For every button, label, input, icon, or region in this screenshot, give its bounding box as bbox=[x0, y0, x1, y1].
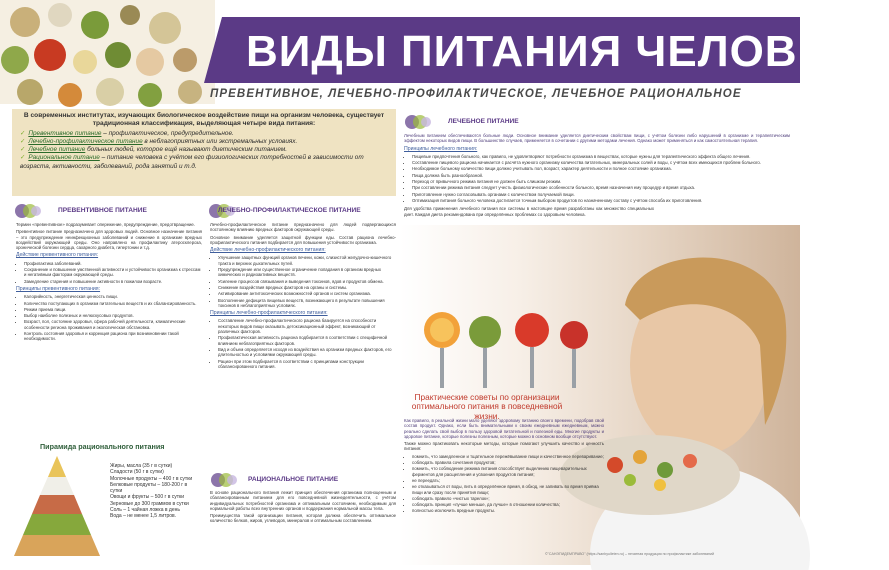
preventive-tasks-list bbox=[16, 261, 202, 284]
fruit-forks-image bbox=[420, 300, 595, 390]
list-item: • соблюдать правила сочетания продуктов; bbox=[412, 460, 604, 465]
medical-heading: ЛЕЧЕБНОЕ ПИТАНИЕ bbox=[448, 118, 519, 125]
preventive-principles-heading: Принципы превентивного питания: bbox=[16, 285, 101, 292]
list-item: • не переедать; bbox=[412, 478, 604, 483]
list-item: • Замедление старения и повышение активности в пожилом возрасте. bbox=[24, 279, 202, 284]
therapeutic-preventive-principles-list bbox=[210, 318, 396, 369]
list-item: • Пищевые предпочтения больного, как правило, не удовлетворяют потребности организма в веществах, которые нужны для терапевтического эффекта общего лечения. bbox=[412, 154, 792, 159]
therapeutic-preventive-heading: ЛЕЧЕБНО-ПРОФИЛАКТИЧЕСКОЕ ПИТАНИЕ bbox=[218, 207, 361, 214]
pyramid-item: Зерновые до 300 граммов в сутки bbox=[110, 500, 189, 507]
check-icon: ✓ bbox=[20, 130, 26, 138]
check-icon: ✓ bbox=[20, 146, 26, 154]
list-item: • Возраст, пол, состояние здоровья, сфера рабочей деятельности, климатические особенности региона проживания и экологическая обстановка. bbox=[24, 319, 202, 330]
check-icon: ✓ bbox=[20, 138, 26, 146]
list-item: • помнить, что соблюдение режима питания способствует выделению пищеварительных ферментов для расщепления и усвоения продуктов питания; bbox=[412, 466, 604, 477]
advice-tips-list bbox=[404, 454, 604, 514]
therapeutic-preventive-p1: Лечебно-профилактическое питание предназначено для людей подвергающихся постоянному влиянию вредных факторов окружающей среды. bbox=[210, 222, 396, 233]
list-item: • Составление пищевого рациона начинается с расчёта нужного организму количества питательных, минеральных солей и воды, с учётом всех имеющихся проблем больного. bbox=[412, 160, 792, 165]
header bbox=[0, 0, 889, 108]
intro-item: ✓ Лечебно-профилактическое питание в неблагоприятных или экстремальных условиях. bbox=[20, 138, 298, 146]
preventive-section bbox=[16, 222, 202, 343]
list-item: • Профилактика заболеваний. bbox=[24, 261, 202, 266]
therapeutic-preventive-principles-heading: Принципы лечебно-профилактического питания: bbox=[210, 310, 328, 317]
advice-heading: Практические советы по организации оптимального питания в повседневной жизни. bbox=[411, 392, 563, 421]
pyramid-item: Сладости (50 г в сутки) bbox=[110, 469, 164, 476]
list-item: • Активирование антитоксических возможностей органов и систем организма. bbox=[218, 291, 396, 296]
intro-list bbox=[12, 130, 396, 170]
preventive-p1: Термин «превентивное» подразумевает опережение, предупреждение, предотвращение. bbox=[16, 222, 195, 227]
list-item: • Количество поступающих в организм питательных веществ и их сбалансированность. bbox=[24, 301, 202, 306]
intro-lead: В современных институтах, изучающих биологическое воздействие пищи на организм человека, существует традиционная классификация, выделяющая четыре вида питания: bbox=[23, 112, 385, 127]
preventive-principles-list bbox=[16, 294, 202, 341]
therapeutic-preventive-tasks-heading: Действие лечебно-профилактического питания: bbox=[210, 247, 326, 254]
preventive-tasks-heading: Действие превентивного питания: bbox=[16, 252, 99, 259]
medical-principles-list bbox=[404, 154, 792, 203]
list-item: • Контроль состояния здоровья и коррекция рациона при возникновении такой необходимости. bbox=[24, 331, 202, 342]
list-item: • Рацион при этом подбирается в соответствии с принципами конструкции сбалансированного питания. bbox=[218, 359, 396, 370]
list-item: • Оптимизация питания больного человека достигается точным выбором продуктов по назначенному составу с учётом способа их приготовления. bbox=[412, 198, 792, 203]
pyramid-item: Вода – не менее 1,5 литров. bbox=[110, 513, 177, 520]
medical-principles-heading: Принципы лечебного питания: bbox=[404, 145, 478, 152]
preventive-heading: ПРЕВЕНТИВНОЕ ПИТАНИЕ bbox=[58, 207, 147, 214]
list-item: • Составление лечебно-профилактического рациона базируется на способности некоторых видов пищи оказывать детоксикационный эффект, возникающий от различных факторов. bbox=[218, 318, 396, 334]
intro-item: ✓ Превентивное питание – профилактическое, предупредительное. bbox=[20, 130, 234, 138]
therapeutic-preventive-p2: Основное внимание уделяется защитной функции еды. Состав рациона лечебно-профилактического питания подбирается для повышения устойчивости организма. bbox=[210, 234, 396, 245]
advice-p2: Также можно практиковать некоторые методы, которые помогают улучшить качество и ценность питания: bbox=[404, 441, 604, 452]
list-item: • Снижение воздействия вредных факторов на органы и системы. bbox=[218, 285, 396, 290]
list-item: • Приготовление нужно согласовывать органами с количеством получаемой пищи. bbox=[412, 192, 792, 197]
list-item: • соблюдать принцип «лучше меньше, да лучше» в отношении количества; bbox=[412, 502, 604, 507]
list-item: • Усиление процессов связывания и выведения токсинов, ядов и продуктов обмена. bbox=[218, 279, 396, 284]
rings-icon bbox=[210, 472, 238, 488]
list-item: • Режим приема пищи. bbox=[24, 307, 202, 312]
intro-item: ✓ Лечебное питание больных людей, которое ещё называют диетическим питанием. bbox=[20, 146, 287, 154]
list-item: • Калорийность, энергетическая ценность пищи. bbox=[24, 294, 202, 299]
list-item: • Переход от привычного режима питания не должен быть слишком резким. bbox=[412, 179, 792, 184]
pyramid-item: Молочные продукты – 400 г в сутки bbox=[110, 475, 193, 482]
list-item: • Сохранение и повышение умственной активности и устойчивости организма к стрессам и негативным факторам окружающей среды. bbox=[24, 267, 202, 278]
list-item: • Вид и объем определяется исходя из воздействия на организм вредных факторов, его длительностью и условиями окружающей среды. bbox=[218, 347, 396, 358]
preventive-p2: Превентивное питание предназначено для здоровых людей. Основное назначение питания – это предупреждение неинфекционных заболеваний и снижение в организме вредных воздействий окружающей среды. Оно направлено на профилактику атеросклероза, хронической болезни сердца, сахарного диабета, гипертонии и т.д. bbox=[16, 229, 202, 251]
pyramid-item: Жиры, масла (35 г в сутки) bbox=[110, 463, 173, 469]
pyramid-item: Белковые продукты – 180-200 г в сутки bbox=[110, 481, 188, 495]
pyramid-legend bbox=[110, 463, 200, 520]
list-item: • соблюдать правило «чистых тарелок»; bbox=[412, 496, 604, 501]
rational-p2: Преимущества такой организации питания, которая должна обеспечить оптимальное количество белков, жиров, углеводов, минералов и оптимальным составлением. bbox=[210, 513, 396, 524]
vegetables-photo bbox=[0, 0, 215, 104]
intro-box bbox=[12, 109, 396, 196]
rational-section bbox=[210, 490, 396, 526]
footer-credit: ©"САНЭПИДЕМПРАВО" (https://sanbyulleten.ru) – печатная продукция по профилактике заболеваний bbox=[545, 552, 714, 556]
list-item: • Пища должна быть разнообразной. bbox=[412, 173, 792, 178]
pyramid-item: Соль – 1 чайная ложка в день bbox=[110, 507, 180, 514]
rings-icon bbox=[14, 203, 42, 219]
rings-icon bbox=[404, 114, 432, 130]
medical-p1: Лечебным питанием обеспечиваются больные люди. Основное внимание уделяется диетическим свойствам пищи, с учётом болезни либо нарушений в организме и терапевтическим эффектом некоторых видов пищи. В большинстве случаев, применяется в сочетании с другими методами лечения. Однако может применяться и как самостоятельная терапия. bbox=[404, 133, 790, 144]
page-subtitle: ПРЕВЕНТИВНОЕ, ЛЕЧЕБНО-ПРОФИЛАКТИЧЕСКОЕ, ЛЕЧЕБНОЕ РАЦИОНАЛЬНОЕ bbox=[210, 88, 742, 100]
intro-item: ✓ Рациональное питание – питание человека с учётом его физиологических потребностей в зависимости от возраста, активности, заболеваний, рода занятий и т.д. bbox=[20, 154, 364, 170]
page-title: ВИДЫ ПИТАНИЯ ЧЕЛОВЕКА bbox=[246, 27, 889, 76]
therapeutic-preventive-tasks-list bbox=[210, 255, 396, 308]
check-icon: ✓ bbox=[20, 154, 26, 162]
food-pyramid-image bbox=[10, 452, 104, 562]
advice-p1: Как правило, в реальной жизни мало уделяют здоровому питанию своего времени, подобрав свой состав продукт. Однако, если быть внимательными к своим ежедневным ежедневным, можно реально сделать свой выбор в пользу здоровой питательной и полезной еды. Многие продукты и здоровое питание, которые полезны полезным, которые можно в основном вообще отсутствуют. bbox=[404, 418, 604, 439]
list-item: • Улучшение защитных функций органов печени, кожи, слизистой желудочно-кишечного тракта и верхних дыхательных путей. bbox=[218, 255, 396, 266]
list-item: • Предупреждение или существенное ограничение попадания в организм вредных химических и радиоактивных веществ. bbox=[218, 267, 396, 278]
advice-section bbox=[404, 418, 604, 515]
medical-section bbox=[404, 133, 790, 219]
list-item: • полностью исключить вредные продукты. bbox=[412, 508, 604, 513]
list-item: • помнить, что замедленное и тщательное пережёвывание пищи и качественное переваривание; bbox=[412, 454, 604, 459]
list-item: • Восполнение дефицита пищевых веществ, возникающего в результате повышения токсинов в неблагоприятных условиях. bbox=[218, 298, 396, 309]
therapeutic-preventive-section bbox=[210, 222, 396, 370]
rational-heading: РАЦИОНАЛЬНОЕ ПИТАНИЕ bbox=[248, 476, 339, 483]
pyramid-heading: Пирамида рационального питания bbox=[40, 442, 165, 451]
pyramid-item: Овощи и фрукты – 500 г в сутки bbox=[110, 494, 185, 501]
medical-note: Для удобства применения лечебного питания все системы в настоящее время разработаны как множество специальных диет. Каждая диета рекомендована при определённых проблемах со здоровьем человека. bbox=[404, 206, 654, 217]
list-item: • Выбор наиболее полезных и нелюскусовых продуктов. bbox=[24, 313, 202, 318]
list-item: • Необходимое больному количество пищи должно учитывать пол, возраст, характер деятельности и полное состояние организма. bbox=[412, 166, 792, 171]
rational-p1: В основе рационального питания лежит принцип обеспечения организма полноценным и сбалансированным питанием для его повседневной жизнедеятельности, с учётом индивидуальных потребностей организма и оптимальным состоянием, необходимым для нормальной работы всех внутренних органов и поддержания нормальной массы тела. bbox=[210, 490, 396, 511]
list-item: • При составлении режима питания следует учесть физиологические особенности больного, время назначения ему процедур и время отдыха. bbox=[412, 185, 792, 190]
list-item: • Профилактическая активность рациона подбирается в соответствии с специфичной влиянием неблагоприятных факторов. bbox=[218, 335, 396, 346]
list-item: • не отказываться от воды, пить в определённое время, в обход, не запивать во время приёма пищи или сразу после принятия пищи; bbox=[412, 484, 604, 495]
